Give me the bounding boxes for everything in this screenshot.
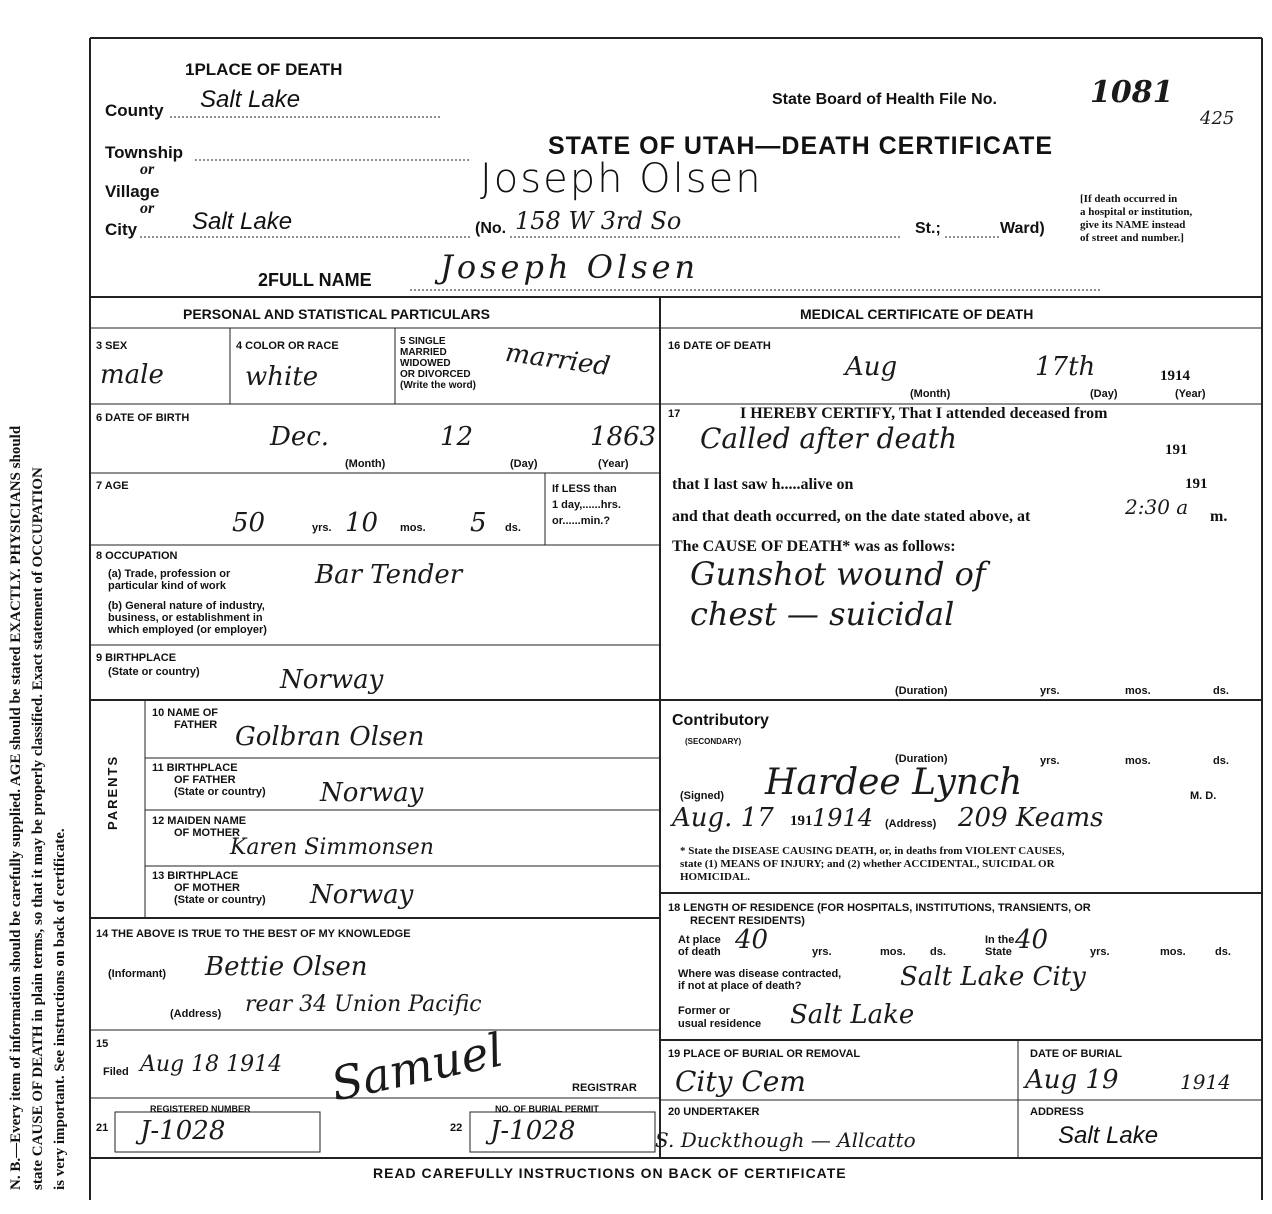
informant-heading: 14 THE ABOVE IS TRUE TO THE BEST OF MY KNOWLEDGE bbox=[96, 928, 411, 940]
burial-date-value: Aug 19 bbox=[1025, 1065, 1119, 1095]
mother-label-line: OF MOTHER bbox=[174, 827, 240, 839]
sidebar-line-2: state CAUSE OF DEATH in plain terms, so that it may be properly classified. Exact statement of OCCUPATION bbox=[30, 467, 46, 1190]
less-than-line: 1 day, bbox=[552, 499, 583, 511]
state-length-value: 40 bbox=[1015, 925, 1049, 955]
occupation-value: Bar Tender bbox=[315, 560, 463, 590]
or-text-2: or bbox=[140, 200, 155, 217]
former-residence-label bbox=[678, 1005, 761, 1031]
burial-date-label: DATE OF BURIAL bbox=[1030, 1048, 1123, 1060]
marital-label bbox=[400, 336, 476, 391]
registered-number-value: J-1028 bbox=[140, 1116, 226, 1146]
undertaker-label: 20 UNDERTAKER bbox=[668, 1106, 760, 1118]
footnote-line: state (1) MEANS OF INJURY; and (2) whether ACCIDENTAL, SUICIDAL OR bbox=[680, 858, 1055, 870]
last-saw-prefix: that I last saw h bbox=[672, 476, 781, 493]
state-length-label bbox=[960, 934, 1014, 958]
dod-month: Aug bbox=[845, 352, 898, 382]
dod-year: 1914 bbox=[1160, 368, 1190, 384]
duration-yrs: yrs. bbox=[1040, 685, 1060, 697]
burial-permit-heading: NO. OF BURIAL PERMIT bbox=[495, 1104, 599, 1114]
dod-year-caption: (Year) bbox=[1175, 388, 1206, 400]
marital-value: married bbox=[503, 337, 612, 383]
former-residence-value: Salt Lake bbox=[790, 1000, 915, 1030]
less-than-hrs: hrs. bbox=[600, 499, 621, 511]
hospital-note bbox=[1080, 193, 1192, 245]
disease-contracted-value: Salt Lake City bbox=[900, 962, 1086, 992]
last-saw-text: that I last saw h.....alive on bbox=[672, 476, 854, 493]
less-than-or: or bbox=[552, 515, 563, 527]
address-prefix: (No. bbox=[475, 220, 507, 237]
footnote bbox=[680, 845, 1064, 884]
typed-name: Joseph Olsen bbox=[480, 156, 763, 202]
registered-number-prefix: 21 bbox=[96, 1122, 109, 1134]
dod-day-caption: (Day) bbox=[1090, 388, 1118, 400]
filed-number: 15 bbox=[96, 1038, 109, 1050]
father-birthplace-value: Norway bbox=[320, 778, 424, 808]
marital-label-line: (Write the word) bbox=[400, 380, 476, 391]
township-label: Township bbox=[105, 143, 184, 162]
contributory-label: Contributory bbox=[672, 712, 769, 729]
marital-label-line: 5 SINGLE bbox=[400, 336, 446, 347]
parents-label: PARENTS bbox=[105, 754, 120, 830]
street-label: St.; bbox=[915, 220, 941, 237]
secondary-label: (SECONDARY) bbox=[685, 737, 742, 746]
duration-ds: ds. bbox=[1213, 685, 1229, 697]
full-name-label: 2FULL NAME bbox=[258, 270, 372, 290]
dob-month-caption: (Month) bbox=[345, 458, 386, 470]
certify-text: I HEREBY CERTIFY, That I attended deceased from bbox=[740, 405, 1108, 422]
sign-year-prefix: 191 bbox=[790, 813, 813, 829]
filed-value: Aug 18 1914 bbox=[140, 1052, 283, 1077]
county-label: County bbox=[105, 101, 164, 120]
dod-month-caption: (Month) bbox=[910, 388, 951, 400]
marital-label-line: WIDOWED bbox=[400, 358, 451, 369]
burial-permit-prefix: 22 bbox=[450, 1122, 463, 1134]
alive-on-text: alive on bbox=[800, 476, 854, 493]
disease-contracted-label bbox=[678, 968, 841, 992]
certify-number: 17 bbox=[668, 408, 681, 420]
file-sub-number: 425 bbox=[1200, 108, 1235, 129]
contributory-ds: ds. bbox=[1213, 755, 1229, 767]
informant-value: Bettie Olsen bbox=[205, 952, 368, 982]
occupation-b-line: (b) General nature of industry, bbox=[108, 600, 265, 612]
sign-date: Aug. 17 bbox=[672, 803, 774, 833]
sign-address-label: (Address) bbox=[885, 818, 937, 830]
certificate-title: STATE OF UTAH—DEATH CERTIFICATE bbox=[548, 132, 1054, 160]
hospital-note-line: a hospital or institution, bbox=[1080, 206, 1193, 218]
md-label: M. D. bbox=[1190, 790, 1217, 802]
sign-address-value: 209 Keams bbox=[958, 803, 1104, 833]
attended-year: 191 bbox=[1165, 442, 1188, 458]
full-name-value: Joseph Olsen bbox=[440, 248, 700, 286]
informant-label: (Informant) bbox=[108, 968, 167, 980]
place-length-line: At place bbox=[678, 934, 721, 946]
burial-place-value: City Cem bbox=[675, 1065, 806, 1098]
state-length-yrs: yrs. bbox=[1090, 946, 1110, 958]
village-label: Village bbox=[105, 182, 160, 201]
former-residence-line: Former or bbox=[678, 1005, 730, 1017]
place-of-death-length-label bbox=[678, 934, 721, 958]
cause-line-1: Gunshot wound of bbox=[690, 555, 986, 593]
dob-year-caption: (Year) bbox=[598, 458, 629, 470]
last-saw-year: 191 bbox=[1185, 476, 1208, 492]
age-days-caption: ds. bbox=[505, 522, 521, 534]
hospital-note-line: of street and number.] bbox=[1080, 232, 1184, 244]
undertaker-address-label: ADDRESS bbox=[1030, 1106, 1084, 1118]
birthplace-label: 9 BIRTHPLACE bbox=[96, 652, 177, 664]
registrar-label: REGISTRAR bbox=[572, 1082, 637, 1094]
m-label: m. bbox=[1210, 508, 1228, 525]
age-years: 50 bbox=[232, 508, 266, 538]
marital-label-line: OR DIVORCED bbox=[400, 369, 471, 380]
age-months-caption: mos. bbox=[400, 522, 426, 534]
birthplace-caption: (State or country) bbox=[108, 666, 200, 678]
sidebar-line-3: is very important. See instructions on back of certificate. bbox=[52, 828, 68, 1190]
disease-contracted-line: if not at place of death? bbox=[678, 980, 802, 992]
color-value: white bbox=[245, 362, 319, 392]
cause-label: The CAUSE OF DEATH* was as follows: bbox=[672, 538, 956, 555]
file-number: 1081 bbox=[1090, 75, 1174, 110]
cause-line-2: chest — suicidal bbox=[690, 595, 955, 633]
mother-birthplace-line: 13 BIRTHPLACE bbox=[152, 870, 239, 882]
occupation-b-line: which employed (or employer) bbox=[108, 624, 267, 636]
residence-heading-line: RECENT RESIDENTS) bbox=[690, 915, 805, 927]
place-length-ds: ds. bbox=[930, 946, 946, 958]
contributory-duration: (Duration) bbox=[895, 753, 948, 765]
mother-birthplace-label bbox=[152, 870, 266, 906]
state-length-line: State bbox=[985, 946, 1012, 958]
less-than-min: min.? bbox=[580, 515, 611, 527]
burial-place-label: 19 PLACE OF BURIAL OR REMOVAL bbox=[668, 1048, 861, 1060]
mother-birthplace-line: (State or country) bbox=[174, 894, 266, 906]
sidebar-line-1: N. B.—Every item of information should be carefully supplied. AGE should be stated EXACTLY. PHYSICIANS should bbox=[8, 425, 24, 1190]
dob-month: Dec. bbox=[270, 422, 330, 452]
dod-label: 16 DATE OF DEATH bbox=[668, 340, 771, 352]
occupation-a-line: particular kind of work bbox=[108, 580, 226, 592]
father-value: Golbran Olsen bbox=[235, 722, 425, 752]
file-label: State Board of Health File No. bbox=[772, 91, 997, 108]
occupation-b-line: business, or establishment in bbox=[108, 612, 263, 624]
dod-day: 17th bbox=[1035, 352, 1096, 382]
mother-label-line: 12 MAIDEN NAME bbox=[152, 815, 247, 827]
mother-value: Karen Simmonsen bbox=[230, 835, 434, 860]
address-value: 158 W 3rd So bbox=[515, 207, 682, 235]
age-years-caption: yrs. bbox=[312, 522, 332, 534]
contributory-mos: mos. bbox=[1125, 755, 1151, 767]
sex-value: male bbox=[100, 360, 164, 390]
undertaker-value: S. Duckthough — Allcatto bbox=[655, 1128, 916, 1152]
place-length-value: 40 bbox=[735, 925, 769, 955]
father-label bbox=[152, 707, 218, 731]
mother-birthplace-value: Norway bbox=[310, 880, 414, 910]
burial-permit-value: J-1028 bbox=[490, 1116, 576, 1146]
left-section-title: PERSONAL AND STATISTICAL PARTICULARS bbox=[183, 306, 490, 322]
age-days: 5 bbox=[470, 508, 487, 538]
duration-mos: mos. bbox=[1125, 685, 1151, 697]
occurred-text: and that death occurred, on the date stated above, at bbox=[672, 508, 1031, 525]
state-length-ds: ds. bbox=[1215, 946, 1231, 958]
footnote-line: HOMICIDAL. bbox=[680, 871, 750, 883]
footer-instructions: READ CAREFULLY INSTRUCTIONS ON BACK OF CERTIFICATE bbox=[373, 1165, 847, 1181]
state-length-mos: mos. bbox=[1160, 946, 1186, 958]
registrar-signature: Samuel bbox=[326, 1022, 508, 1112]
footnote-line: * State the DISEASE CAUSING DEATH, or, in deaths from VIOLENT CAUSES, bbox=[680, 845, 1065, 857]
dob-year: 1863 bbox=[590, 422, 657, 452]
undertaker-address-value: Salt Lake bbox=[1058, 1122, 1159, 1149]
signed-label: (Signed) bbox=[680, 790, 724, 802]
father-birthplace-line: 11 BIRTHPLACE bbox=[152, 762, 238, 774]
hospital-note-line: give its NAME instead bbox=[1080, 219, 1186, 231]
time-value: 2:30 a bbox=[1125, 495, 1189, 519]
informant-address-value: rear 34 Union Pacific bbox=[245, 992, 482, 1017]
less-than-note: If LESS than 1 day,......hrs. or......min.? bbox=[552, 483, 621, 527]
county-value: Salt Lake bbox=[200, 86, 301, 113]
sign-year: 1914 bbox=[812, 804, 874, 832]
place-length-line: of death bbox=[678, 946, 721, 958]
informant-address-label: (Address) bbox=[170, 1008, 222, 1020]
sex-label: 3 SEX bbox=[96, 340, 128, 352]
dob-label: 6 DATE OF BIRTH bbox=[96, 412, 190, 424]
birthplace-value: Norway bbox=[280, 665, 384, 695]
father-birthplace-line: (State or country) bbox=[174, 786, 266, 798]
occupation-a-label bbox=[108, 568, 230, 592]
father-label-line: FATHER bbox=[174, 719, 218, 731]
father-label-line: 10 NAME OF bbox=[152, 707, 219, 719]
place-of-death-label: 1PLACE OF DEATH bbox=[185, 60, 343, 79]
filed-label: Filed bbox=[103, 1066, 129, 1078]
color-label: 4 COLOR OR RACE bbox=[236, 340, 339, 352]
duration-label: (Duration) bbox=[895, 685, 948, 697]
right-section-title: MEDICAL CERTIFICATE OF DEATH bbox=[800, 306, 1034, 322]
state-length-line: In the bbox=[985, 934, 1015, 946]
age-months: 10 bbox=[345, 508, 379, 538]
age-label: 7 AGE bbox=[96, 480, 129, 492]
father-birthplace-line: OF FATHER bbox=[174, 774, 236, 786]
ward-label: Ward) bbox=[1000, 220, 1045, 237]
attended-value: Called after death bbox=[700, 422, 958, 455]
place-length-mos: mos. bbox=[880, 946, 906, 958]
burial-year: 1914 bbox=[1180, 1070, 1231, 1094]
less-than-line: If LESS than bbox=[552, 483, 617, 495]
residence-heading-line: 18 LENGTH OF RESIDENCE (FOR HOSPITALS, INSTITUTIONS, TRANSIENTS, OR bbox=[668, 902, 1091, 914]
father-birthplace-label bbox=[152, 762, 266, 798]
occupation-b-label bbox=[108, 600, 267, 636]
disease-contracted-line: Where was disease contracted, bbox=[678, 968, 842, 980]
or-text-1: or bbox=[140, 161, 155, 178]
occupation-label: 8 OCCUPATION bbox=[96, 550, 178, 562]
dob-day: 12 bbox=[440, 422, 474, 452]
former-residence-line: usual residence bbox=[678, 1018, 762, 1030]
hospital-note-line: [If death occurred in bbox=[1080, 193, 1178, 205]
mother-birthplace-line: OF MOTHER bbox=[174, 882, 240, 894]
place-length-yrs: yrs. bbox=[812, 946, 832, 958]
registered-number-heading: REGISTERED NUMBER bbox=[150, 1104, 251, 1114]
marital-label-line: MARRIED bbox=[400, 347, 447, 358]
city-value: Salt Lake bbox=[192, 208, 293, 235]
dob-day-caption: (Day) bbox=[510, 458, 538, 470]
signed-value: Hardee Lynch bbox=[765, 762, 1023, 803]
contributory-yrs: yrs. bbox=[1040, 755, 1060, 767]
city-label: City bbox=[105, 220, 138, 239]
occupation-a-line: (a) Trade, profession or bbox=[108, 568, 231, 580]
